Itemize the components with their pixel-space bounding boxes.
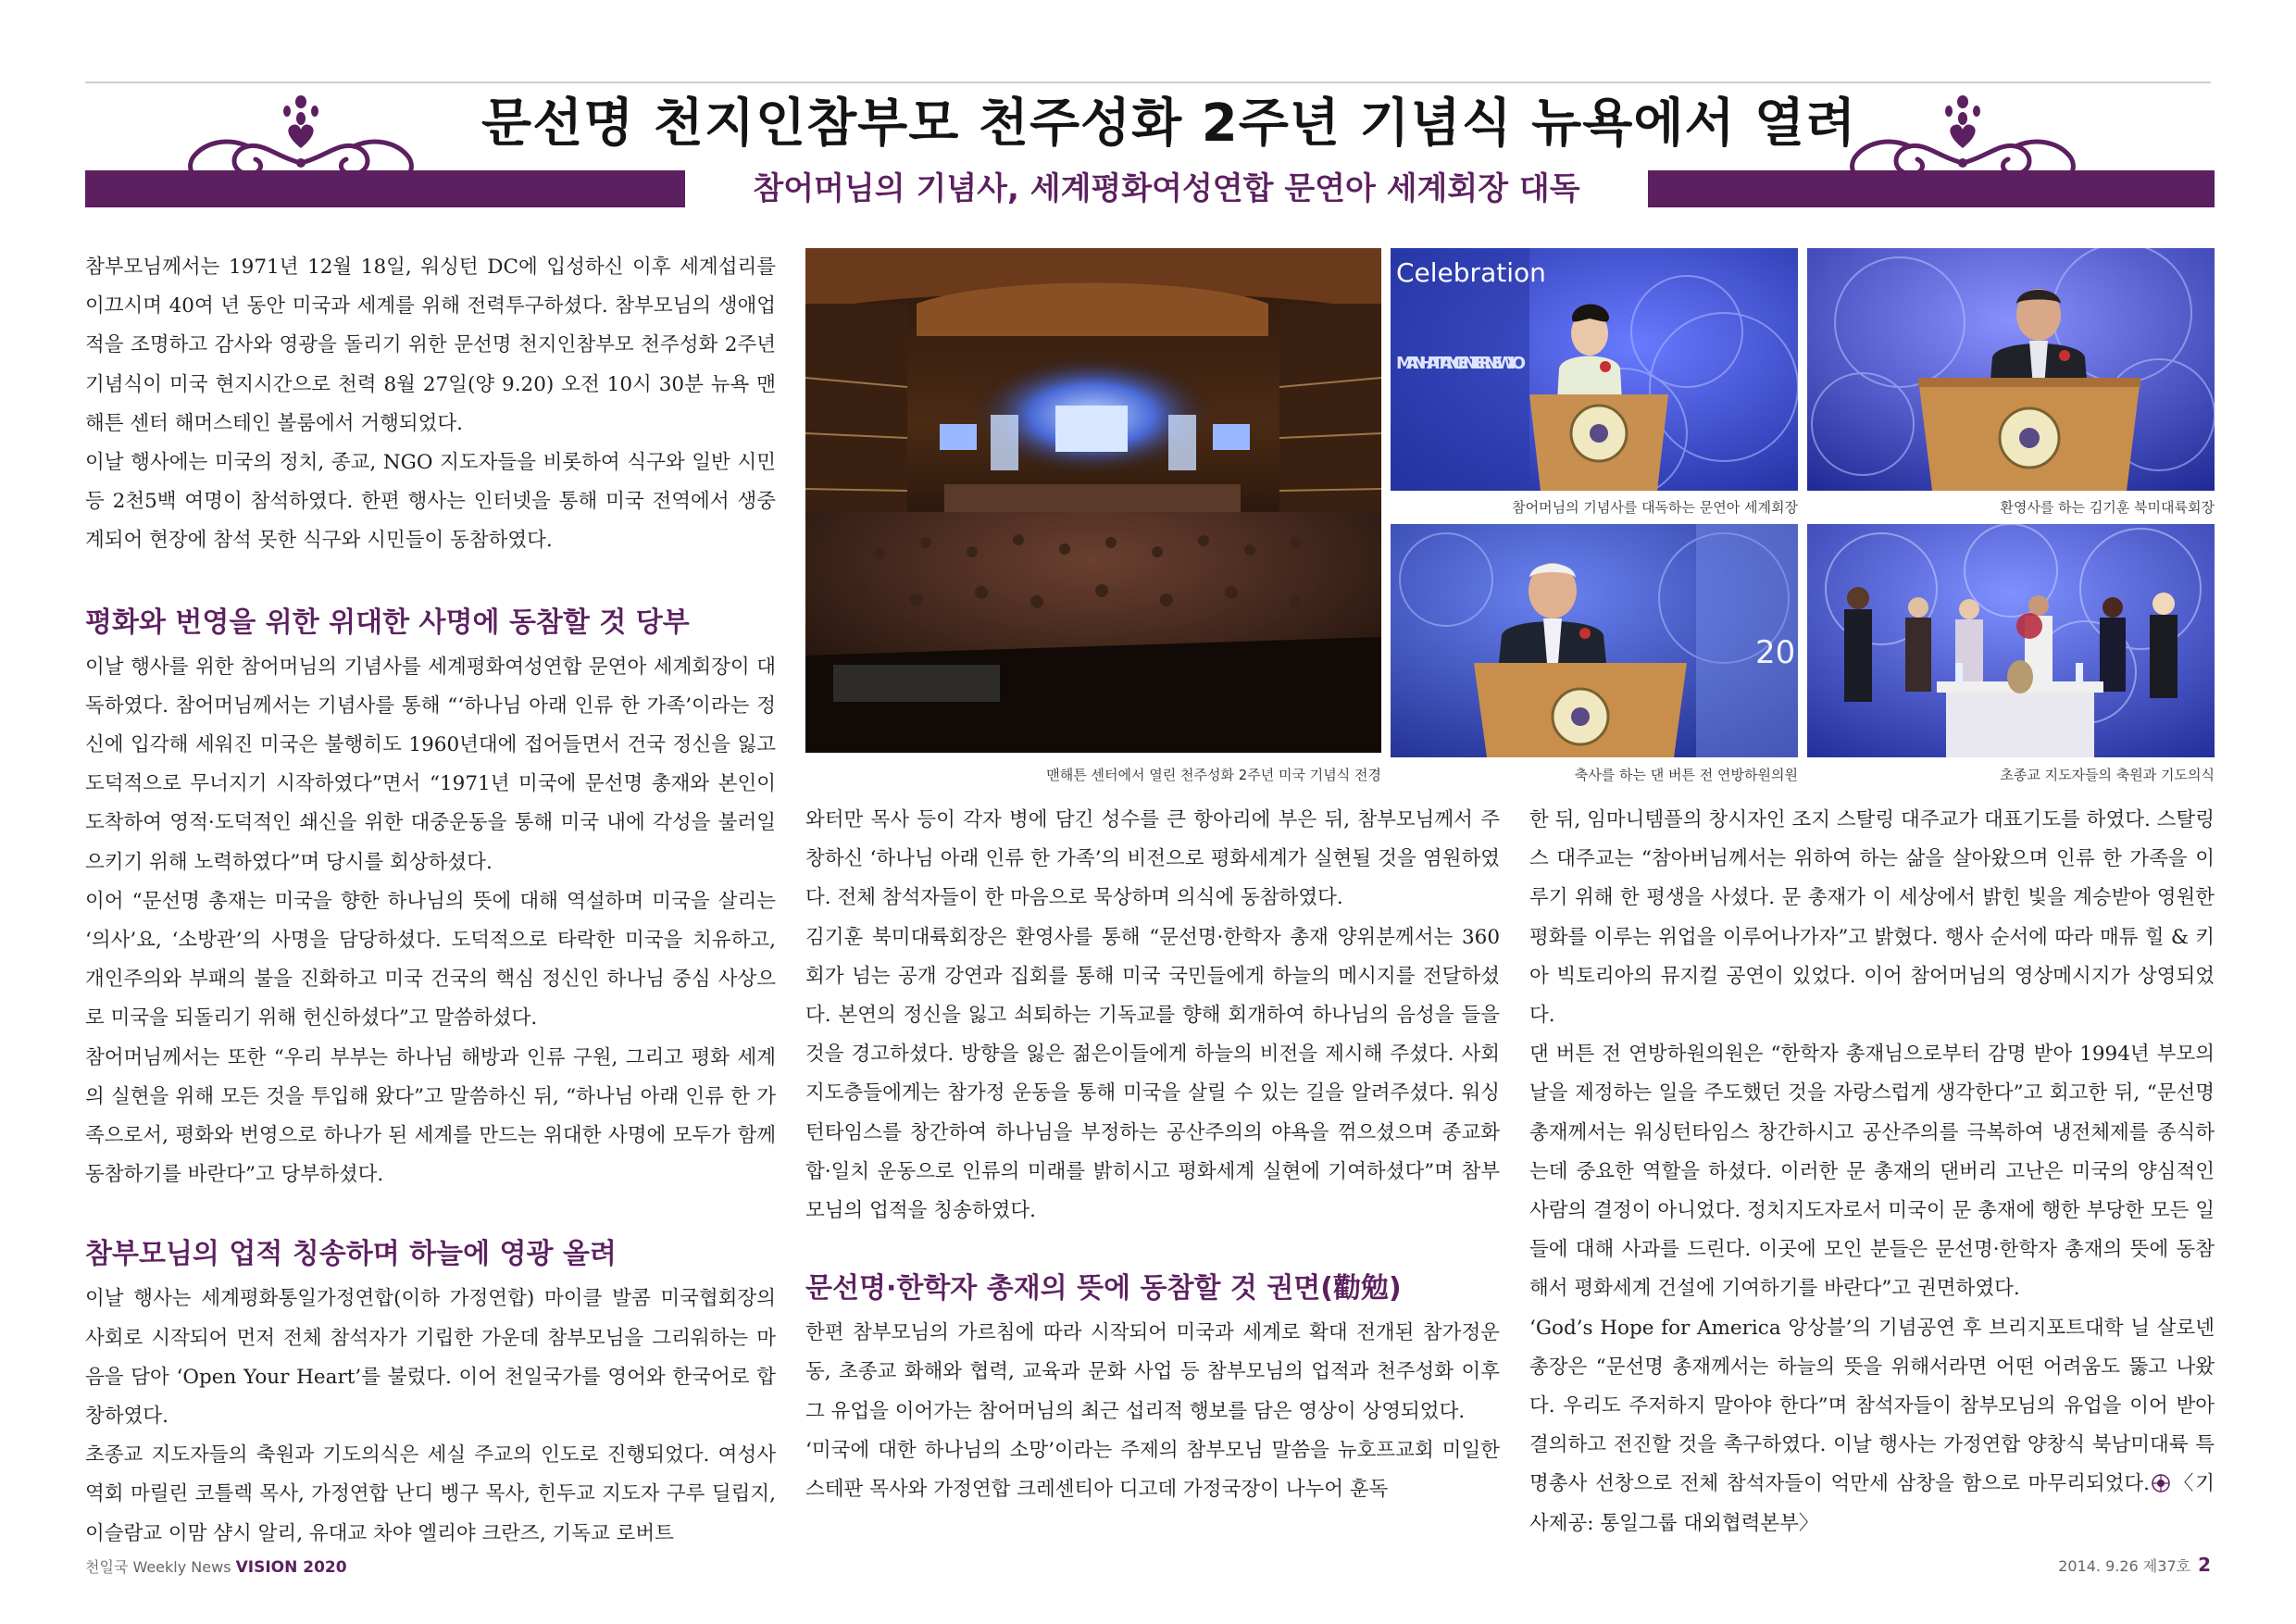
photo-caption: 환영사를 하는 김기훈 북미대륙회장 — [2000, 499, 2215, 516]
emblem-icon — [2152, 1474, 2170, 1493]
headline: 문선명 천지인참부모 천주성화 2주년 기념식 뉴욕에서 열려 — [481, 94, 1857, 154]
photo-speaker-kim — [1807, 248, 2215, 491]
sign-text: 20 — [1755, 634, 1796, 671]
photo-caption: 맨해튼 센터에서 열린 천주성화 2주년 미국 기념식 전경 — [1046, 767, 1381, 783]
photo-speaker-moon — [1391, 248, 1798, 491]
paragraph: 이날 행사를 위한 참어머님의 기념사를 세계평화여성연합 문연아 세계회장이 대독하였다. 참어머님께서는 기념사를 통해 “‘하나님 아래 인류 한 가족’이라는 정신에 입각해 세워진 미국은 불행히도 1960년대에 접어들면서 건국 정신을 잃고 도덕적으로 무너지기 시작하였다”면서 “1971년 미국에 문선명 총재와 본인이 도착하여 영적·도덕적인 쇄신을 위한 대중운동을 통해 미국 내에 각성을 불러일으키기 위해 노력하였다”며 당시를 회상하셨다. — [85, 655, 776, 874]
main-photo-hall — [805, 248, 1381, 753]
subtitle: 참어머님의 기념사, 세계평화여성연합 문연아 세계회장 대독 — [685, 167, 1648, 211]
sign-text: MANHATTAN CENTER NEW YO — [1396, 354, 1526, 373]
photo-caption: 초종교 지도자들의 축원과 기도의식 — [2000, 767, 2215, 783]
paragraph: 한 뒤, 임마니템플의 창시자인 조지 스탈링 대주교가 대표기도를 하였다. 스탈링스 대주교는 “참아버님께서는 위하여 하는 삶을 살아왔으며 인류 한 가족을 이루기 위해 한 평생을 사셨다. 문 총재가 이 세상에서 밝힌 빛을 계승받아 영원한 평화를 이루는 위업을 이루어나가자”고 밝혔다. 행사 순서에 따라 매튜 힐 & 키아 빅토리아의 뮤지컬 공연이 있었다. 이어 참어머님의 영상메시지가 상영되었다. — [1529, 808, 2215, 1028]
top-rule — [85, 81, 2211, 83]
byline: 〈기사제공: 통일그룹 대외협력본부〉 — [1529, 1472, 2215, 1535]
article-column-3 — [1529, 801, 2215, 1543]
paragraph: 이어 “문선명 총재는 미국을 향한 하나님의 뜻에 대해 역설하며 미국을 살리는 ‘의사’요, ‘소방관’의 사명을 담당하셨다. 도덕적으로 타락한 미국을 치유하고, 개인주의와 부패의 불을 진화하고 미국 건국의 핵심 정신인 하나님 중심 사상으로 미국을 되돌리기 위해 헌신하셨다”고 말씀하셨다. — [85, 889, 776, 1031]
section-heading: 평화와 번영을 위한 위대한 사명에 동참할 것 당부 — [85, 606, 690, 639]
sign-text: Celebration — [1396, 257, 1546, 288]
paragraph: ‘미국에 대한 하나님의 소망’이라는 주제의 참부모님 말씀을 뉴호프교회 미일한 스테판 목사와 가정연합 크레센티아 디고데 가정국장이 나누어 훈독 — [805, 1438, 1500, 1502]
paragraph: ‘God’s Hope for America 앙상블’의 기념공연 후 브리지포트대학 닐 살로넨 총장은 “문선명 총재께서는 하늘의 뜻을 위해서라면 어떤 어려움도 뚫고 나왔다. 우리도 주저하지 말아야 한다”며 참석자들이 참부모님의 유업을 이어 받아 결의하고 전진할 것을 촉구하였다. 이날 행사는 가정연합 양창식 북남미대륙 특명총사 선창으로 전체 참석자들이 억만세 삼창을 함으로 마무리되었다. 〈기사제공: 통일그룹 대외협력본부〉 — [1529, 1316, 2215, 1535]
paragraph: 댄 버튼 전 연방하원의원은 “한학자 총재님으로부터 감명 받아 1994년 부모의 날을 제정하는 일을 주도했던 것을 자랑스럽게 생각한다”고 회고한 뒤, “문선명 총재께서는 워싱턴타임스 창간하시고 공산주의를 극복하여 냉전체제를 종식하는데 중요한 역할을 하셨다. 이러한 문 총재의 댄버리 고난은 미국의 양심적인 사람의 결정이 아니었다. 정치지도자로서 미국이 문 총재에 행한 부당한 모든 일들에 대해 사과를 드린다. 이곳에 모인 분들은 문선명·한학자 총재의 뜻에 동참해서 평화세계 건설에 기여하기를 바란다”고 권면하였다. — [1529, 1043, 2215, 1301]
paragraph: 한편 참부모님의 가르침에 따라 시작되어 미국과 세계로 확대 전개된 참가정운동, 초종교 화해와 협력, 교육과 문화 사업 등 참부모님의 업적과 천주성화 이후 그 유업을 이어가는 참어머님의 최근 섭리적 행보를 담은 영상이 상영되었다. — [805, 1321, 1500, 1423]
paragraph: 이날 행사는 세계평화통일가정연합(이하 가정연합) 마이클 발콤 미국협회장의 사회로 시작되어 먼저 전체 참석자가 기립한 가운데 참부모님을 그리워하는 마음을 담아 ‘Open Your Heart’를 불렀다. 이어 천일국가를 영어와 한국어로 합창하였다. — [85, 1287, 776, 1429]
paragraph: 이날 행사에는 미국의 정치, 종교, NGO 지도자들을 비롯하여 식구와 일반 시민 등 2천5백 여명이 참석하였다. 한편 행사는 인터넷을 통해 미국 전역에서 생중계되어 현장에 참석 못한 식구와 시민들이 동참하였다. — [85, 451, 776, 553]
footer-publication: 천일국 Weekly News VISION 2020 — [85, 1558, 347, 1577]
section-heading: 참부모님의 업적 칭송하며 하늘에 영광 올려 — [85, 1238, 617, 1271]
publication-brand: VISION 2020 — [235, 1558, 347, 1577]
paragraph: 참부모님께서는 1971년 12월 18일, 워싱턴 DC에 입성하신 이후 세계섭리를 이끄시며 40여 년 동안 미국과 세계를 위해 전력투구하셨다. 참부모님의 생애업적을 조명하고 감사와 영광을 돌리기 위한 문선명 천지인참부모 천주성화 2주년 기념식이 미국 현지시간으로 천력 8월 27일(양 9.20) 오전 10시 30분 뉴욕 맨해튼 센터 해머스테인 볼룸에서 거행되었다. — [85, 256, 776, 435]
article-column-2 — [805, 801, 1500, 1509]
paragraph: 참어머님께서는 또한 “우리 부부는 하나님 해방과 인류 구원, 그리고 평화 세계의 실현을 위해 모든 것을 투입해 왔다”고 말씀하신 뒤, “하나님 아래 인류 한 가족으로서, 평화와 번영으로 하나가 된 세계를 만드는 위대한 사명에 모두가 함께 동참하기를 바란다”고 당부하셨다. — [85, 1045, 776, 1187]
photo-speaker-burton — [1391, 524, 1798, 757]
issue-date: 2014. 9.26 제37호 — [2058, 1557, 2191, 1575]
paragraph: 김기훈 북미대륙회장은 환영사를 통해 “문선명·한학자 총재 양위분께서는 360회가 넘는 공개 강연과 집회를 통해 미국 국민들에게 하늘의 메시지를 전달하셨다. 본연의 정신을 잃고 쇠퇴하는 기독교를 향해 회개하여 하나님의 음성을 들을 것을 경고하셨다. 방향을 잃은 젊은이들에게 하늘의 비전을 제시해 주셨다. 사회지도층들에게는 참가정 운동을 통해 미국을 살릴 수 있는 길을 알려주셨다. 워싱턴타임스를 창간하여 하나님을 부정하는 공산주의의 야욕을 꺾으셨으며 종교화합·일치 운동으로 인류의 미래를 밝히시고 평화세계 실현에 기여하셨다”며 참부모님의 업적을 칭송하였다. — [805, 925, 1500, 1223]
photo-caption: 축사를 하는 댄 버튼 전 연방하원의원 — [1574, 767, 1798, 783]
page-number: 2 — [2198, 1554, 2211, 1576]
article-column-1 — [85, 248, 776, 1554]
paragraph: 초종교 지도자들의 축원과 기도의식은 세실 주교의 인도로 진행되었다. 여성사역회 마릴린 코틀렉 목사, 가정연합 난디 벵구 목사, 힌두교 지도자 구루 딜립지, 이슬람교 이맘 샴시 알리, 유대교 차야 엘리야 크란즈, 기독교 로버트 — [85, 1443, 776, 1545]
footer-issue — [2058, 1554, 2211, 1576]
photo-interfaith-ceremony — [1807, 524, 2215, 757]
section-heading: 문선명·한학자 총재의 뜻에 동참할 것 권면(勸勉) — [805, 1272, 1402, 1305]
paragraph: 와터만 목사 등이 각자 병에 담긴 성수를 큰 항아리에 부은 뒤, 참부모님께서 주창하신 ‘하나님 아래 인류 한 가족’의 비전으로 평화세계가 실현될 것을 염원하였다. 전체 참석자들이 한 마음으로 묵상하며 의식에 동참하였다. — [805, 808, 1500, 910]
photo-caption: 참어머님의 기념사를 대독하는 문연아 세계회장 — [1512, 499, 1798, 516]
